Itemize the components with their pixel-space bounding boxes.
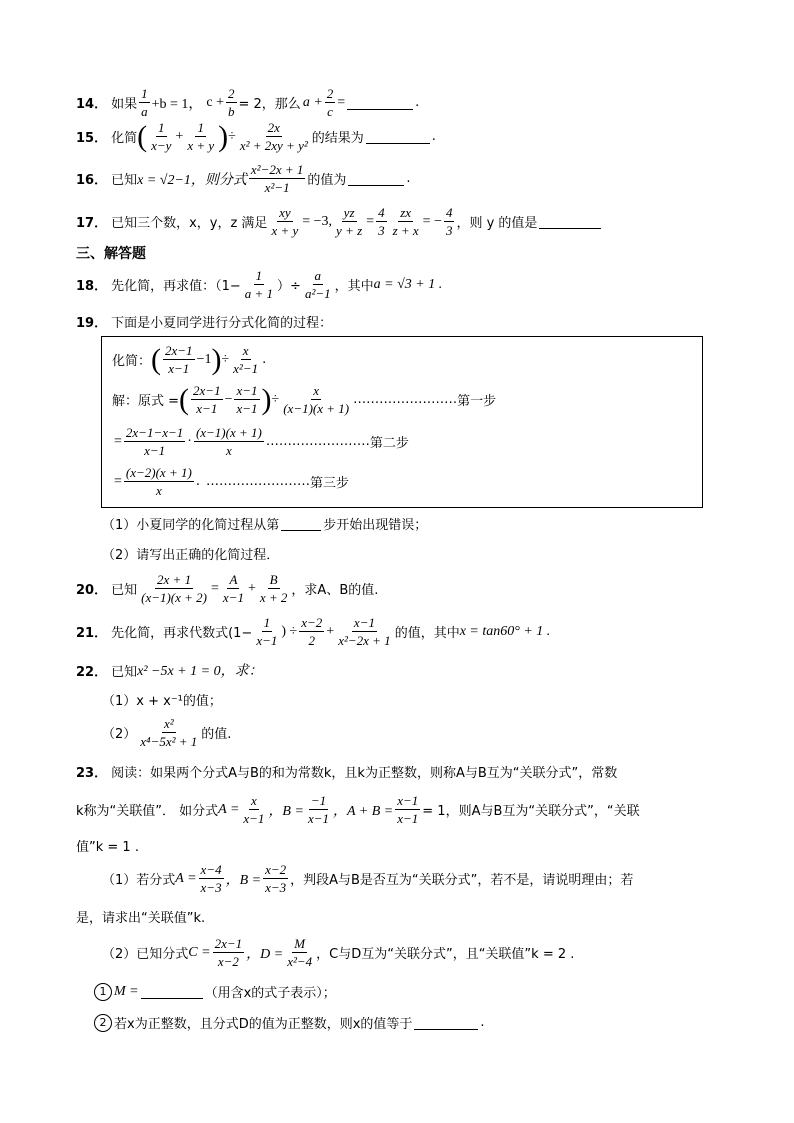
- denominator: x−2: [217, 954, 239, 969]
- question-number: 18．: [76, 279, 108, 294]
- text: C =: [188, 944, 211, 960]
- question-21: [76, 615, 550, 648]
- text: 的结果为: [311, 131, 364, 146]
- text: （2）: [102, 727, 137, 742]
- fraction: [191, 383, 223, 416]
- numerator: 1: [255, 268, 263, 283]
- fraction: [231, 343, 260, 376]
- numerator: A: [229, 572, 238, 587]
- question-17: [76, 205, 603, 238]
- text: ，则 y 的值是: [456, 216, 538, 231]
- text: （1）x + x⁻¹的值；: [102, 694, 222, 709]
- text: 已知: [111, 664, 138, 680]
- text: a +: [302, 94, 323, 110]
- box-line-2: [112, 383, 496, 416]
- text: ，D =: [246, 946, 284, 962]
- leader-dots: ……………………: [205, 474, 310, 489]
- text: ，其中: [334, 279, 374, 294]
- text: ，B =: [225, 872, 262, 888]
- text: =: [114, 433, 122, 449]
- text: ÷: [271, 391, 280, 407]
- text: 已知: [111, 583, 138, 598]
- fraction: [334, 205, 364, 238]
- text: =: [366, 213, 375, 229]
- denominator: 3: [378, 223, 385, 238]
- denominator: x−3: [265, 880, 287, 895]
- numerator: 1: [158, 120, 165, 135]
- question-number: 21．: [76, 626, 108, 641]
- numerator: x: [242, 343, 249, 358]
- fraction: [213, 936, 245, 969]
- text: ÷: [221, 351, 230, 367]
- numerator: 1: [141, 86, 148, 101]
- denominator: a + 1: [244, 286, 274, 301]
- minus-sign: −: [224, 391, 233, 407]
- denominator: x + y: [187, 138, 215, 153]
- numerator: 2x−1: [165, 343, 193, 358]
- denominator: x²−4: [287, 954, 313, 969]
- numerator: x−1: [236, 383, 258, 398]
- text: = 2，那么: [238, 97, 301, 112]
- answer-blank[interactable]: [414, 1015, 478, 1030]
- numerator: x: [251, 793, 257, 808]
- text: a = √3 + 1 .: [373, 276, 443, 292]
- text: ，A + B =: [332, 803, 394, 819]
- numerator: x−2: [301, 615, 323, 630]
- numerator: 4: [378, 205, 385, 220]
- text: .: [431, 129, 436, 144]
- text: x² −5x + 1 = 0，求：: [137, 664, 263, 679]
- paren: (: [151, 342, 162, 376]
- text: 先化简，再求值：（1−: [111, 279, 241, 294]
- denominator: x−1: [196, 401, 218, 416]
- numerator: x−2: [265, 862, 287, 877]
- text: .: [480, 1015, 485, 1030]
- text: .: [262, 352, 267, 367]
- denominator: y + z: [336, 223, 363, 238]
- question-22-part-2: [102, 716, 231, 749]
- text: .: [415, 95, 420, 110]
- text: M =: [114, 983, 139, 999]
- text: （用含x的式子表示）；: [204, 986, 336, 1001]
- numerator: yz: [343, 205, 355, 220]
- text: ，B =: [268, 803, 304, 819]
- denominator: x²−1: [264, 180, 290, 195]
- text: 值”k = 1 .: [76, 840, 139, 855]
- numerator: (x−2)(x + 1): [125, 465, 192, 480]
- text: .: [195, 474, 200, 489]
- text: ）÷: [277, 279, 301, 294]
- numerator: 2x + 1: [157, 572, 192, 587]
- fraction: [234, 383, 259, 416]
- denominator: x−1: [168, 361, 190, 376]
- text: 化简：: [112, 354, 152, 369]
- numerator: x²−2x + 1: [250, 162, 304, 177]
- answer-blank[interactable]: [347, 95, 413, 110]
- text: 的值，其中: [394, 626, 460, 641]
- denominator: x−3: [200, 880, 222, 895]
- question-number: 19．: [76, 316, 108, 331]
- solution-box: [101, 336, 703, 508]
- text: 已知三个数，x，y，z 满足: [111, 216, 268, 231]
- fraction: [163, 343, 195, 376]
- question-16: [76, 162, 411, 195]
- paren: (: [137, 119, 148, 153]
- question-number: 20．: [76, 583, 108, 598]
- denominator: a²−1: [304, 286, 331, 301]
- question-23-part-2: [102, 936, 574, 969]
- fraction: [391, 205, 421, 238]
- text: 步开始出现错误；: [323, 518, 428, 533]
- denominator: c: [327, 104, 333, 119]
- denominator: 3: [445, 223, 453, 238]
- fraction: [226, 86, 237, 119]
- text: 是，请求出“关联值”k.: [76, 911, 206, 926]
- answer-blank[interactable]: [366, 129, 430, 144]
- fraction: [124, 425, 185, 458]
- text: = −3,: [302, 213, 333, 229]
- text: 如果: [111, 97, 138, 112]
- text: （1）小夏同学的化简过程从第: [102, 518, 280, 533]
- text: 化简: [111, 131, 138, 146]
- numerator: xy: [279, 205, 291, 220]
- plus-sign: +: [175, 128, 184, 144]
- numerator: 2: [326, 86, 334, 101]
- circled-number: 2: [94, 1014, 112, 1032]
- text: ，求A、B的值.: [291, 583, 379, 598]
- numerator: x−4: [200, 862, 222, 877]
- denominator: 2: [308, 633, 316, 648]
- box-line-4: [114, 465, 349, 498]
- denominator: x−y: [151, 138, 172, 153]
- text: 下面是小夏同学进行分式化简的过程：: [111, 316, 333, 331]
- denominator: x + 2: [259, 590, 288, 605]
- question-23-part-1-cont: [76, 907, 205, 926]
- step-label: 第三步: [309, 476, 349, 491]
- denominator: x−1: [256, 633, 278, 648]
- fraction: [285, 936, 314, 969]
- text: x = tan60° + 1 .: [459, 623, 551, 639]
- fraction: [241, 793, 266, 826]
- text: +b = 1，: [151, 96, 203, 112]
- fraction: [149, 120, 173, 153]
- answer-blank[interactable]: [141, 984, 203, 999]
- fraction: [325, 86, 336, 119]
- step-label: 第二步: [369, 436, 409, 451]
- question-23-sub-1: [94, 982, 336, 1001]
- question-number: 16．: [76, 173, 108, 188]
- fraction: [238, 120, 310, 153]
- text: 的值.: [201, 727, 232, 742]
- denominator: x⁴−5x² + 1: [140, 734, 198, 749]
- answer-blank[interactable]: [539, 214, 601, 229]
- question-23-line-2: [76, 793, 640, 826]
- denominator: x²−1: [233, 361, 259, 376]
- fraction: [194, 425, 264, 458]
- question-23-line-3: [76, 836, 139, 855]
- text: =: [211, 580, 219, 596]
- answer-blank[interactable]: [281, 516, 321, 531]
- fraction: [139, 86, 150, 119]
- paren: ): [218, 119, 229, 153]
- question-number: 22．: [76, 664, 108, 680]
- circled-number: 1: [94, 983, 112, 1001]
- text: ÷: [228, 128, 236, 144]
- question-number: 15．: [76, 131, 108, 146]
- denominator: x−1: [397, 811, 419, 826]
- question-22-part-1: [102, 690, 222, 709]
- question-14: [76, 86, 419, 119]
- text: 若x为正整数，且分式D的值为正整数，则x的值等于: [114, 1017, 413, 1032]
- fraction: [139, 572, 209, 605]
- fraction: [281, 383, 351, 416]
- numerator: 2x−1: [214, 936, 243, 951]
- fraction: [221, 572, 246, 605]
- text: A =: [218, 801, 240, 817]
- fraction: [243, 268, 275, 301]
- text: = 1，则A与B互为“关联分式”，“关联: [422, 804, 640, 819]
- text: k称为“关联值”． 如分式: [76, 804, 219, 819]
- numerator: (x−1)(x + 1): [195, 425, 262, 440]
- text: ，C与D互为“关联分式”，且“关联值”k = 2 .: [316, 947, 575, 962]
- leader-dots: ……………………: [353, 392, 458, 407]
- question-19-part-1: [102, 514, 427, 533]
- fraction: [249, 162, 305, 195]
- fraction: [303, 268, 333, 301]
- question-19-part-2: [102, 544, 279, 563]
- numerator: zx: [400, 205, 412, 220]
- numerator: B: [269, 572, 278, 587]
- denominator: b: [228, 104, 235, 119]
- numerator: 2x−1−x−1: [125, 425, 184, 440]
- numerator: a: [314, 268, 322, 283]
- fraction: [306, 793, 331, 826]
- denominator: x−1: [222, 590, 244, 605]
- text: A =: [175, 870, 197, 886]
- question-20: [76, 572, 378, 605]
- denominator: x−1: [307, 811, 329, 826]
- text: 的值为: [307, 173, 347, 188]
- denominator: x: [226, 443, 232, 458]
- question-number: 14．: [76, 97, 108, 112]
- text: （1）若分式: [102, 873, 176, 888]
- fraction: [258, 572, 290, 605]
- leader-dots: ……………………: [265, 434, 370, 449]
- fraction: [263, 862, 288, 895]
- fraction: [124, 465, 194, 498]
- numerator: 1: [263, 615, 271, 630]
- denominator: x²−2x + 1: [338, 633, 391, 648]
- fraction: [269, 205, 300, 238]
- denominator: z + x: [392, 223, 419, 238]
- text: ·: [187, 433, 192, 449]
- question-18: [76, 268, 442, 301]
- numerator: 4: [445, 205, 453, 220]
- fraction: [199, 862, 224, 895]
- numerator: x: [313, 383, 320, 398]
- paren: ): [261, 382, 272, 416]
- numerator: M: [294, 936, 306, 951]
- paren: ): [211, 342, 222, 376]
- text: ，判段A与B是否互为“关联分式”，若不是，请说明理由；若: [290, 873, 634, 888]
- denominator: x + y: [271, 223, 299, 238]
- question-15: [76, 120, 436, 153]
- numerator: x−1: [397, 793, 419, 808]
- minus-sign: −1: [196, 351, 212, 367]
- text: c +: [206, 94, 225, 110]
- denominator: x: [155, 483, 162, 498]
- fraction: [376, 205, 387, 238]
- text: =: [337, 94, 346, 110]
- question-number: 17．: [76, 216, 108, 231]
- text: +: [326, 623, 335, 639]
- numerator: x−1: [353, 615, 375, 630]
- fraction: [299, 615, 324, 648]
- box-line-1: [112, 343, 266, 376]
- denominator: (x−1)(x + 2): [141, 590, 208, 605]
- denominator: x−1: [144, 443, 166, 458]
- numerator: −1: [310, 793, 327, 808]
- numerator: 2x: [267, 120, 280, 135]
- text: （2）请写出正确的化简过程．: [102, 548, 280, 563]
- text: ) ÷: [281, 623, 298, 639]
- paren: (: [179, 382, 190, 416]
- numerator: 2x−1: [193, 383, 221, 398]
- box-line-3: [114, 425, 409, 458]
- answer-blank[interactable]: [348, 171, 404, 186]
- denominator: x−1: [243, 811, 265, 826]
- question-23: [76, 762, 617, 781]
- fraction: [185, 120, 216, 153]
- question-22: [76, 660, 263, 680]
- denominator: x−1: [236, 401, 258, 416]
- question-23-part-1: [102, 862, 633, 895]
- question-23-sub-2: [94, 1013, 485, 1032]
- question-19: [76, 312, 332, 331]
- text: 解：原式 =: [112, 394, 180, 409]
- denominator: a: [141, 104, 148, 119]
- section-heading: 三、解答题: [76, 246, 146, 262]
- numerator: x²: [163, 716, 174, 731]
- text: 已知: [111, 173, 138, 188]
- text: =: [114, 473, 122, 489]
- text: .: [406, 171, 411, 186]
- fraction: [395, 793, 420, 826]
- text: +: [247, 580, 256, 596]
- question-number: 23．: [76, 766, 108, 781]
- fraction: [254, 615, 279, 648]
- text: 先化简，再求代数式(1−: [111, 626, 253, 641]
- numerator: 1: [197, 120, 204, 135]
- text: x = √2−1，则分式: [137, 172, 247, 188]
- fraction: [336, 615, 392, 648]
- text: （2）已知分式: [102, 947, 189, 962]
- fraction: [444, 205, 455, 238]
- text: 阅读：如果两个分式A与B的和为常数k，且k为正整数，则称A与B互为“关联分式”，常数: [111, 766, 618, 781]
- numerator: 2: [228, 86, 235, 101]
- text: = −: [422, 213, 442, 229]
- denominator: (x−1)(x + 1): [283, 401, 350, 416]
- denominator: x² + 2xy + y²: [239, 138, 308, 153]
- fraction: [138, 716, 199, 749]
- step-label: 第一步: [457, 394, 497, 409]
